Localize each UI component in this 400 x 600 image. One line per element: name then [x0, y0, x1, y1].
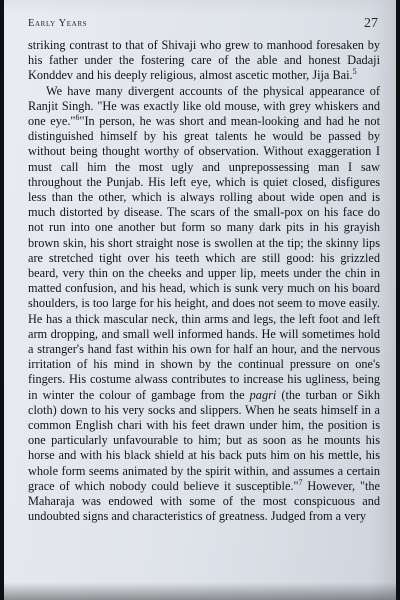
running-head: Early Years [28, 18, 88, 29]
footnote-marker: 6 [75, 112, 80, 122]
footnote-marker: 5 [352, 67, 357, 77]
paragraph-text: However, "the Maharaja was endowed with some of the most conspicuous and undoubted signs and characteristics of greatness. Judged from a very [28, 478, 380, 524]
body-text [28, 38, 380, 525]
footnote-marker: 7 [298, 477, 303, 487]
page-bottom-shadow [4, 582, 396, 600]
paragraph-text: "In person, he was short and mean-looking and had he not distinguished himself by his great talents he would be passed by without being thought worthy of observation. Without exaggeration I must call him the most ugly and unprepossessing man I saw throughout the Punjab. His left eye, which is quiet closed, disfigures less than the other, which is always rolling about wide open and is much distorted by disease. The scars of the small-pox on his face do not run into one another but form so many dark pits in his grayish brown skin, his short straight nose is swollen at the tip; the skinny lips are stretched tight over his teeth which are still good: his grizzled beard, very thin on the cheeks and upper lip, meets under the chin in matted confusion, and his head, which is sunk very much on his board shoulders, is too large for his height, and does not seem to move easily. He has a thick mascular neck, thin arms and legs, the left foot and left arm dropping, and small well informed hands. He will sometimes hold a stranger's hand fast within his own for half an hour, and the nervous irritation of his mind in shown by the continual pressure on one's fingers. His costume alwass contributes to increase his ugliness, being in winter the colour of gambage from the [28, 114, 380, 402]
paragraph-text: (the turban or Sikh cloth) down to his very socks and slippers. When he seats himself in a common English chari with his feet drawn under him, the position is one particularly unfavourable to him; but as soon as he mounts his horse and with his black shield at his back puts him on his mettle, his whole form seems animated by the spirit within, and assumes a certain grace of which nobody could believe it susceptible." [28, 387, 380, 493]
book-page [4, 0, 396, 600]
paragraph [28, 38, 380, 84]
paragraph-text: striking contrast to that of Shivaji who grew to manhood foresaken by his father under the fostering care of the able and honest Dadaji Konddev and his deeply religious, almost ascetic mother, Jija Bai. [28, 38, 380, 83]
paragraph [28, 84, 380, 525]
italic-term: pagri [249, 387, 277, 402]
page-number: 27 [364, 16, 378, 31]
paragraph-text: We have many divergent accounts of the physical appearance of Ranjit Singh. "He was exactly like old mouse, with grey whiskers and one eye." [28, 83, 380, 129]
